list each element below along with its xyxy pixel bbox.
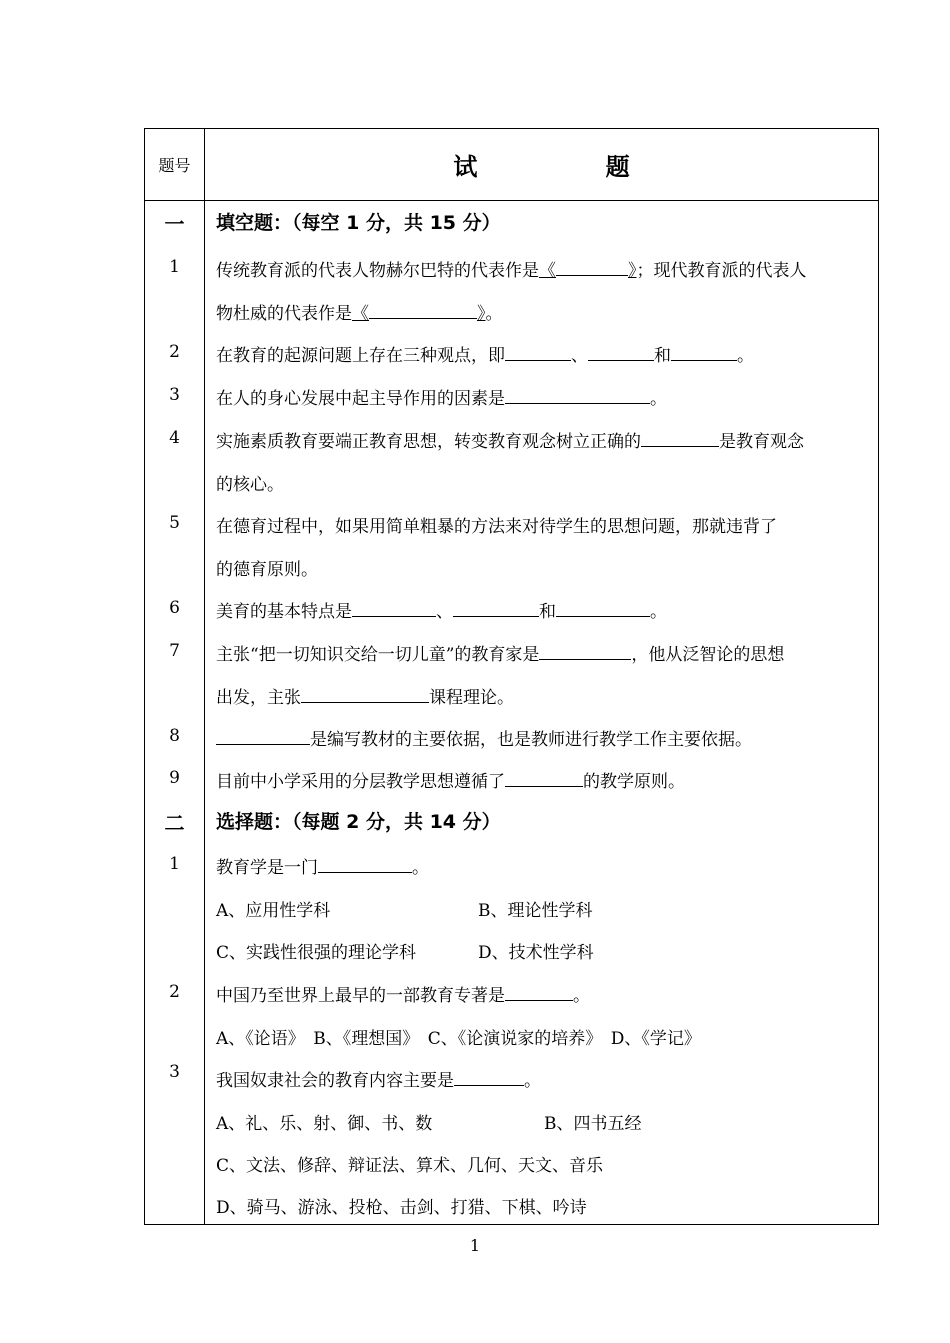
c3-option-d: D、骑马、游泳、投枪、击剑、打猎、下棋、吟诗 [216, 1198, 587, 1218]
q6-line: 美育的基本特点是 、 和 。 [216, 597, 870, 622]
column-divider [204, 129, 205, 1224]
blank [505, 343, 571, 361]
c1-option-d: D、技术性学科 [478, 943, 594, 963]
q7-number: 7 [169, 641, 180, 661]
q5-number: 5 [169, 513, 180, 533]
c3-number: 3 [169, 1062, 180, 1082]
c1-option-b: B、理论性学科 [478, 901, 593, 921]
header-number-label: 题号 [158, 156, 191, 175]
c1-option-a: A、应用性学科 [216, 901, 331, 921]
q2-number: 2 [169, 342, 180, 362]
blank [301, 685, 429, 703]
blank [352, 599, 436, 617]
c1-number: 1 [169, 854, 180, 874]
q9-number: 9 [169, 768, 180, 788]
blank [453, 599, 539, 617]
q4-number: 4 [169, 428, 180, 448]
c1-stem: 教育学是一门 。 [216, 853, 870, 878]
c3-option-c: C、文法、修辞、辩证法、算术、几何、天文、音乐 [216, 1156, 604, 1176]
blank [588, 343, 654, 361]
c2-options: A、《论语》 B、《理想国》 C、《论演说家的培养》 D、《学记》 [216, 1029, 701, 1049]
q1-line2: 物杜威的代表作是《 》。 [216, 299, 870, 324]
section-1-title: 填空题：（每空 1 分，共 15 分） [216, 212, 501, 234]
c1-option-c: C、实践性很强的理论学科 [216, 943, 417, 963]
blank [318, 855, 412, 873]
q1-number: 1 [169, 257, 180, 277]
c2-number: 2 [169, 982, 180, 1002]
blank [539, 642, 631, 660]
q5-line1: 在德育过程中，如果用简单粗暴的方法来对待学生的思想问题，那就违背了 [216, 517, 777, 537]
q7-line1: 主张“把一切知识交给一切儿童”的教育家是 ，他从泛智论的思想 [216, 640, 870, 665]
q7-line2: 出发，主张 课程理论。 [216, 683, 870, 708]
section-2-title: 选择题：（每题 2 分，共 14 分） [216, 811, 501, 833]
c3-options-row1 [216, 1109, 870, 1134]
page-number: 1 [469, 1236, 481, 1255]
blank [556, 258, 628, 276]
q8-line: 是编写教材的主要依据，也是教师进行教学工作主要依据。 [216, 725, 870, 750]
section-2-number: 二 [164, 811, 185, 835]
q4-line2: 的核心。 [216, 475, 284, 495]
q5-line2: 的德育原则。 [216, 560, 318, 580]
blank [641, 429, 719, 447]
c2-stem: 中国乃至世界上最早的一部教育专著是 。 [216, 981, 870, 1006]
blank [556, 599, 650, 617]
c1-options-row2 [216, 938, 870, 963]
c3-option-a: A、礼、乐、射、御、书、数 [216, 1114, 433, 1134]
c3-option-b: B、四书五经 [544, 1114, 642, 1134]
c3-stem: 我国奴隶社会的教育内容主要是 。 [216, 1066, 870, 1091]
q3-number: 3 [169, 385, 180, 405]
blank [505, 983, 573, 1001]
q4-line1: 实施素质教育要端正教育思想，转变教育观念树立正确的 是教育观念 [216, 427, 870, 452]
section-1-number: 一 [164, 212, 185, 236]
q9-line: 目前中小学采用的分层教学思想遵循了 的教学原则。 [216, 767, 870, 792]
header-title: 试 题 [453, 152, 690, 181]
blank [216, 727, 310, 745]
q6-number: 6 [169, 598, 180, 618]
q3-line: 在人的身心发展中起主导作用的因素是 。 [216, 384, 870, 409]
blank [505, 769, 583, 787]
blank [671, 343, 737, 361]
q2-line: 在教育的起源问题上存在三种观点，即 、 和 。 [216, 341, 870, 366]
exam-table [144, 128, 879, 1225]
c1-options-row1 [216, 896, 870, 921]
q8-number: 8 [169, 726, 180, 746]
blank [369, 301, 477, 319]
blank [454, 1068, 524, 1086]
header-divider [145, 200, 878, 201]
q1-line1: 传统教育派的代表人物赫尔巴特的代表作是《 》；现代教育派的代表人 [216, 256, 870, 281]
blank [505, 386, 650, 404]
